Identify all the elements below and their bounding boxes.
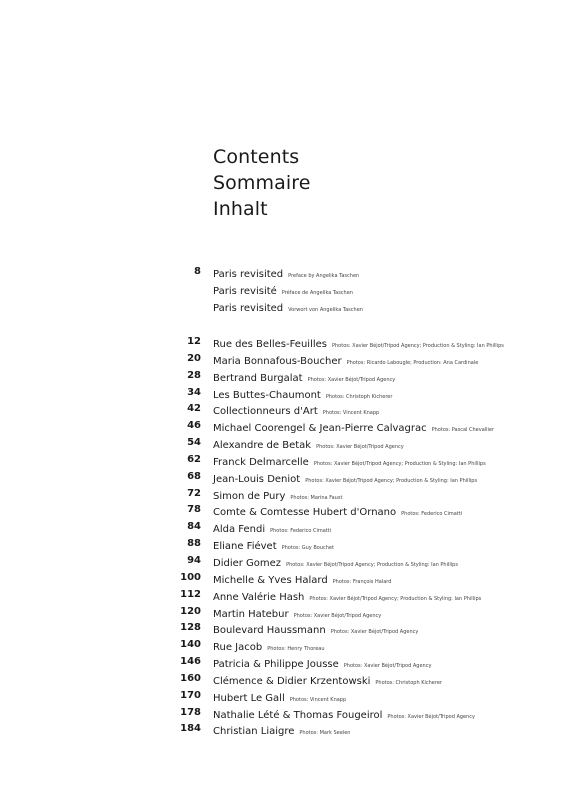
page-number: 8 (194, 266, 201, 277)
entry-credit: Vorwort von Angelika Taschen (288, 306, 363, 313)
contents-row (0, 637, 567, 654)
entry-credit: Photos: Xavier Béjot/Tripod Agency; Production & Styling: Ian Phillips (286, 561, 458, 568)
contents-row (0, 351, 567, 368)
page-number: 112 (180, 588, 201, 600)
contents-row (0, 486, 567, 503)
entry-credit: Photos: Christoph Kicherer (375, 679, 442, 686)
entry-title: Patricia & Philippe Jousse (213, 659, 339, 671)
contents-row (0, 469, 567, 486)
entry-title: Paris revisited (213, 302, 284, 314)
contents-headings (213, 144, 311, 222)
page-number: 84 (187, 521, 201, 533)
entry-title: Comte & Comtesse Hubert d'Ornano (213, 507, 397, 519)
entry-credit: Préface de Angelika Taschen (281, 289, 353, 296)
entry-credit: Photos: Xavier Béjot/Tripod Agency; Production & Styling: Ian Phillips (309, 595, 482, 602)
page-number: 160 (180, 672, 201, 684)
contents-row (0, 604, 567, 621)
contents-list (0, 334, 567, 738)
entry-title: Anne Valérie Hash (213, 591, 305, 603)
page-number: 54 (187, 437, 201, 449)
entry-title: Nathalie Lété & Thomas Fougeirol (213, 709, 383, 721)
contents-row (0, 721, 567, 738)
page-number: 62 (187, 453, 201, 465)
entry-credit: Photos: François Halard (332, 578, 392, 585)
entry-credit: Photos: Ricardo Labougle; Production: Ana Cardinale (346, 359, 479, 366)
page-number: 100 (180, 571, 201, 583)
contents-row (0, 401, 567, 418)
entry-credit: Preface by Angelika Taschen (288, 273, 360, 279)
entry-credit: Photos: Guy Bouchet (281, 545, 334, 552)
preface-entry[interactable] (213, 298, 363, 318)
contents-row (0, 435, 567, 452)
contents-entry[interactable] (213, 721, 350, 741)
entry-title: Hubert Le Gall (213, 692, 285, 704)
entry-title: Rue Jacob (213, 642, 263, 654)
entry-credit: Photos: Xavier Béjot/Tripod Agency; Production & Styling: Ian Phillips (332, 343, 504, 349)
entry-credit: Photos: Xavier Béjot/Tripod Agency (330, 629, 419, 636)
contents-row (0, 671, 567, 688)
entry-title: Paris revisité (213, 285, 277, 297)
preface-row (0, 281, 567, 298)
contents-row (0, 502, 567, 519)
page-number: 72 (187, 487, 201, 499)
entry-title: Paris revisited (213, 269, 284, 280)
contents-row (0, 654, 567, 671)
contents-row (0, 587, 567, 604)
contents-row (0, 553, 567, 570)
contents-row (0, 418, 567, 435)
entry-title: Boulevard Haussmann (213, 625, 326, 637)
page-number: 34 (187, 386, 201, 398)
entry-title: Didier Gomez (213, 557, 282, 569)
contents-row (0, 385, 567, 402)
entry-credit: Photos: Christoph Kicherer (325, 393, 393, 400)
page-number: 88 (187, 538, 201, 550)
page-number: 94 (187, 554, 201, 566)
entry-title: Clémence & Didier Krzentowski (213, 675, 371, 687)
page-number: 140 (180, 639, 201, 651)
entry-title: Simon de Pury (213, 490, 286, 502)
page-number: 184 (180, 723, 201, 735)
page-number: 28 (187, 369, 201, 381)
entry-title: Franck Delmarcelle (213, 456, 309, 468)
entry-credit: Photos: Xavier Béjot/Tripod Agency (293, 612, 382, 619)
page-number: 178 (180, 706, 201, 718)
page-number: 170 (180, 689, 201, 701)
page-number: 42 (187, 403, 201, 415)
entry-credit: Photos: Pascal Chevallier (431, 427, 495, 434)
entry-credit: Photos: Xavier Béjot/Tripod Agency; Production & Styling: Ian Phillips (313, 460, 486, 467)
entry-credit: Photos: Xavier Béjot/Tripod Agency (343, 663, 432, 670)
entry-title: Bertrand Burgalat (213, 372, 303, 384)
contents-row (0, 519, 567, 536)
page-number: 68 (187, 470, 201, 482)
entry-title: Maria Bonnafous-Boucher (213, 355, 342, 367)
entry-title: Jean-Louis Deniot (213, 473, 301, 485)
contents-row (0, 334, 567, 351)
entry-title: Les Buttes-Chaumont (213, 389, 321, 401)
contents-row (0, 705, 567, 722)
entry-title: Martin Hatebur (213, 608, 289, 620)
page-number: 20 (187, 352, 201, 364)
entry-title: Eliane Fiévet (213, 541, 277, 553)
entry-title: Collectionneurs d'Art (213, 406, 318, 418)
preface-row (0, 264, 567, 281)
preface-row (0, 298, 567, 315)
entry-title: Rue des Belles-Feuilles (213, 339, 327, 350)
preface-list (0, 264, 567, 314)
entry-credit: Photos: Marina Faust (290, 494, 343, 501)
contents-row (0, 536, 567, 553)
page-number: 146 (180, 656, 201, 668)
page-number: 120 (180, 605, 201, 617)
contents-row (0, 570, 567, 587)
contents-row (0, 688, 567, 705)
entry-title: Michael Coorengel & Jean-Pierre Calvagrac (213, 423, 427, 435)
heading-french: Sommaire (213, 172, 311, 194)
contents-row (0, 620, 567, 637)
page-number: 128 (180, 622, 201, 634)
entry-title: Michelle & Yves Halard (213, 574, 328, 586)
heading-german: Inhalt (213, 198, 268, 220)
page-number: 12 (187, 336, 201, 347)
heading-english: Contents (213, 146, 300, 168)
entry-credit: Photos: Xavier Béjot/Tripod Agency (316, 444, 404, 451)
entry-credit: Photos: Xavier Béjot/Tripod Agency (387, 713, 476, 720)
entry-credit: Photos: Vincent Knapp (322, 410, 380, 417)
entry-title: Alexandre de Betak (213, 440, 312, 452)
entry-credit: Photos: Xavier Béjot/Tripod Agency (307, 376, 396, 383)
entry-title: Christian Liaigre (213, 726, 295, 738)
entry-credit: Photos: Vincent Knapp (289, 696, 347, 703)
entry-credit: Photos: Mark Seelen (299, 730, 351, 737)
contents-row (0, 452, 567, 469)
entry-credit: Photos: Federico Cimatti (270, 528, 332, 535)
entry-credit: Photos: Federico Cimatti (401, 511, 463, 518)
page-number: 78 (187, 504, 201, 516)
entry-title: Alda Fendi (213, 524, 266, 536)
entry-credit: Photos: Henry Thoreau (267, 646, 325, 653)
page-number: 46 (187, 420, 201, 432)
contents-row (0, 368, 567, 385)
entry-credit: Photos: Xavier Béjot/Tripod Agency; Production & Styling: Ian Phillips (305, 477, 478, 484)
